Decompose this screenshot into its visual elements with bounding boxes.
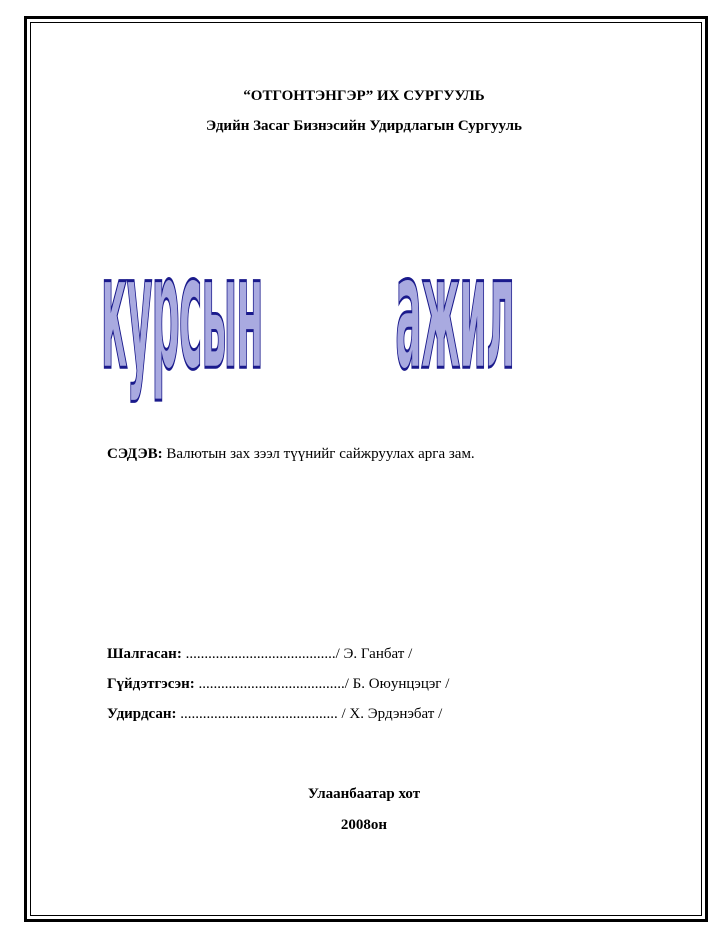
- wordart-word-1: курсын: [100, 222, 263, 406]
- signature-label: Удирдсан:: [107, 706, 177, 722]
- university-name: “ОТГОНТЭНГЭР” ИХ СУРГУУЛЬ: [243, 88, 485, 104]
- page-border-inner: [30, 22, 702, 916]
- year: 2008он: [340, 817, 388, 833]
- signature-name: / Б. Оюунцэцэг /: [344, 676, 450, 692]
- signature-dots: ..........................................: [176, 706, 338, 722]
- signature-row-checked: [107, 646, 412, 663]
- city: Улаанбаатар хот: [307, 786, 421, 802]
- signature-label: Гүйдэтгэсэн:: [107, 676, 195, 692]
- signature-row-performed: [107, 676, 449, 693]
- wordart-word-2: ажил: [395, 222, 515, 406]
- topic-line: [107, 446, 475, 463]
- school-name: Эдийн Засаг Бизнэсийн Удирдлагын Сургууль: [206, 118, 522, 134]
- signature-label: Шалгасан:: [107, 646, 182, 662]
- signature-dots: .......................................: [194, 676, 345, 692]
- wordart-title: [96, 222, 616, 422]
- signature-row-supervisor: [107, 706, 442, 723]
- signature-dots: ........................................: [181, 646, 336, 662]
- topic-text: Валютын зах зээл түүнийг сайжруулах арга зам.: [162, 446, 475, 462]
- signature-name: / Х. Эрдэнэбат /: [337, 706, 443, 722]
- topic-label: СЭДЭВ:: [107, 446, 163, 462]
- signature-name: / Э. Ганбат /: [335, 646, 413, 662]
